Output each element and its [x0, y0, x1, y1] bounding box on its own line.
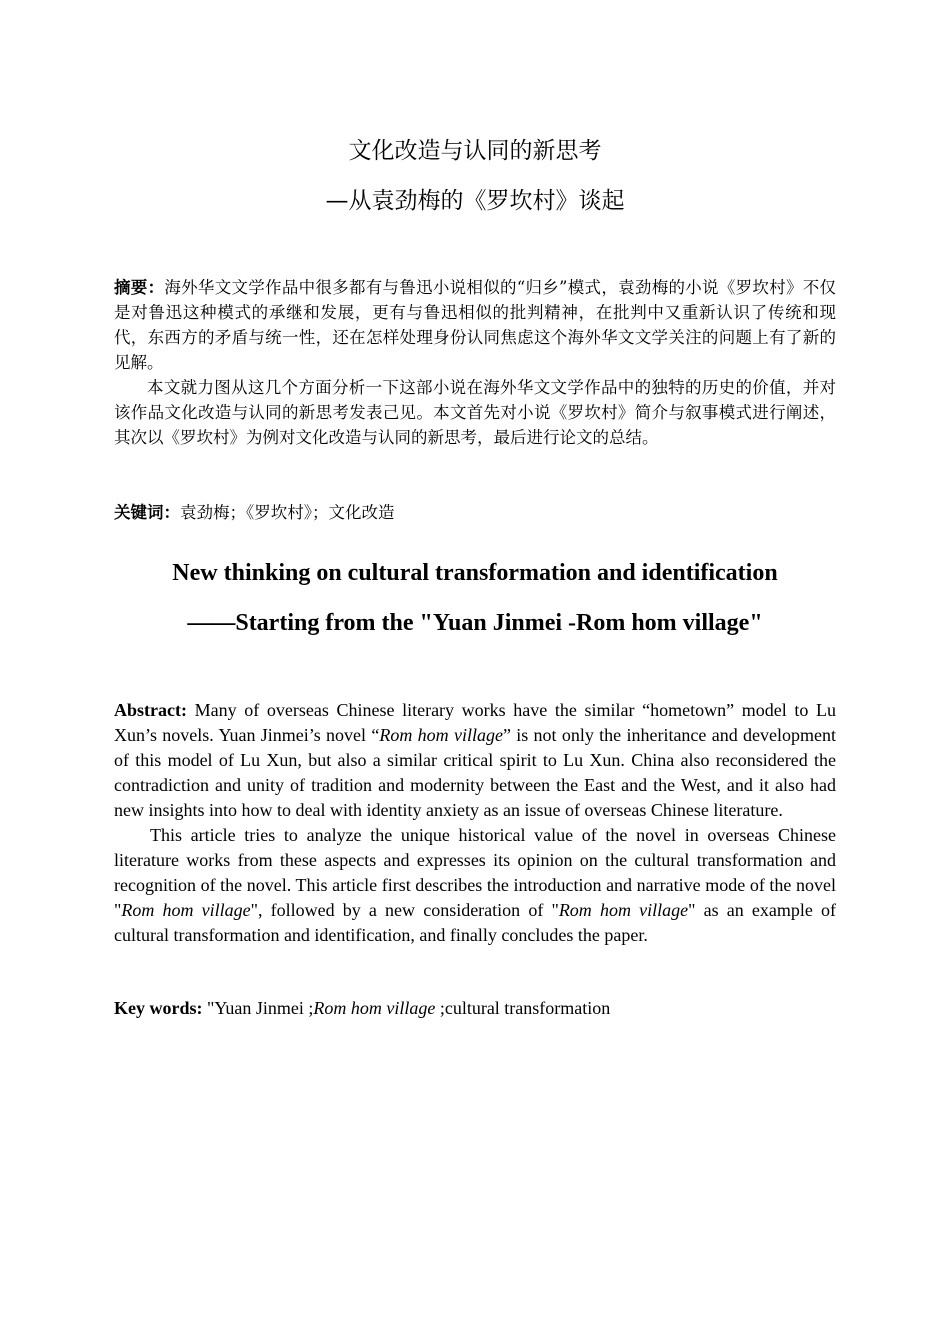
english-subtitle: ——Starting from the "Yuan Jinmei -Rom hom village"	[187, 610, 763, 636]
english-abstract	[114, 698, 836, 948]
english-abstract-label: Abstract:	[114, 700, 187, 720]
english-keywords-text-b: ;cultural transformation	[435, 998, 611, 1018]
english-abstract-paragraph-2	[114, 823, 836, 948]
chinese-subtitle: —从袁劲梅的《罗坎村》谈起	[325, 188, 625, 214]
chinese-abstract-text-1: 海外华文文学作品中很多都有与鲁迅小说相似的“归乡”模式，袁劲梅的小说《罗坎村》不仅是对鲁迅这种模式的承继和发展，更有与鲁迅相似的批判精神，在批判中又重新认识了传统和现代，东西方的矛盾与统一性，还在怎样处理身份认同焦虑这个海外华文文学关注的问题上有了新的见解。	[114, 278, 837, 372]
novel-title-italic: Rom hom village	[121, 900, 251, 920]
chinese-abstract-paragraph-1	[114, 275, 836, 375]
novel-title-italic: Rom hom village	[379, 725, 503, 745]
english-abstract-text-2c: " as an example of cultural transformation and identification, and finally concludes the paper.	[114, 900, 836, 945]
english-keywords-text-a: "Yuan Jinmei ;	[202, 998, 314, 1018]
english-abstract-text-1b: ” is not only the inheritance and development of this model of Lu Xun, but also a similar critical spirit to Lu Xun. China also reconsidered the contradiction and unity of tradition and modernity between the East and the West, and it also had new insights into how to deal with identity anxiety as an issue of overseas Chinese literature.	[114, 725, 836, 820]
english-abstract-text-1a: Many of overseas Chinese literary works have the similar “hometown” model to Lu Xun’s novels. Yuan Jinmei’s novel “	[114, 700, 836, 745]
chinese-abstract-paragraph-2: 本文就力图从这几个方面分析一下这部小说在海外华文文学作品中的独特的历史的价值，并对该作品文化改造与认同的新思考发表己见。本文首先对小说《罗坎村》简介与叙事模式进行阐述，其次以《罗坎村》为例对文化改造与认同的新思考，最后进行论文的总结。	[114, 378, 836, 447]
english-abstract-paragraph-1	[114, 698, 836, 823]
english-abstract-text-2b: ", followed by a new consideration of "	[250, 900, 559, 920]
english-abstract-text-2a: This article tries to analyze the unique historical value of the novel in overseas Chinese literature works from these aspects and expresses its opinion on the cultural transformation and recognition of the novel. This article first describes the introduction and narrative mode of the novel "	[114, 825, 836, 920]
english-title: New thinking on cultural transformation and identification	[172, 560, 778, 586]
chinese-abstract	[114, 275, 836, 450]
chinese-abstract-label: 摘要：	[114, 278, 165, 297]
chinese-keywords	[114, 500, 836, 525]
novel-title-italic: Rom hom village	[313, 998, 436, 1018]
novel-title-italic: Rom hom village	[558, 900, 689, 920]
english-keywords-label: Key words:	[114, 998, 203, 1018]
chinese-title: 文化改造与认同的新思考	[348, 138, 602, 164]
chinese-keywords-text: 袁劲梅；《罗坎村》；文化改造	[180, 503, 395, 522]
chinese-keywords-label: 关键词：	[114, 503, 180, 522]
english-keywords	[114, 996, 836, 1021]
